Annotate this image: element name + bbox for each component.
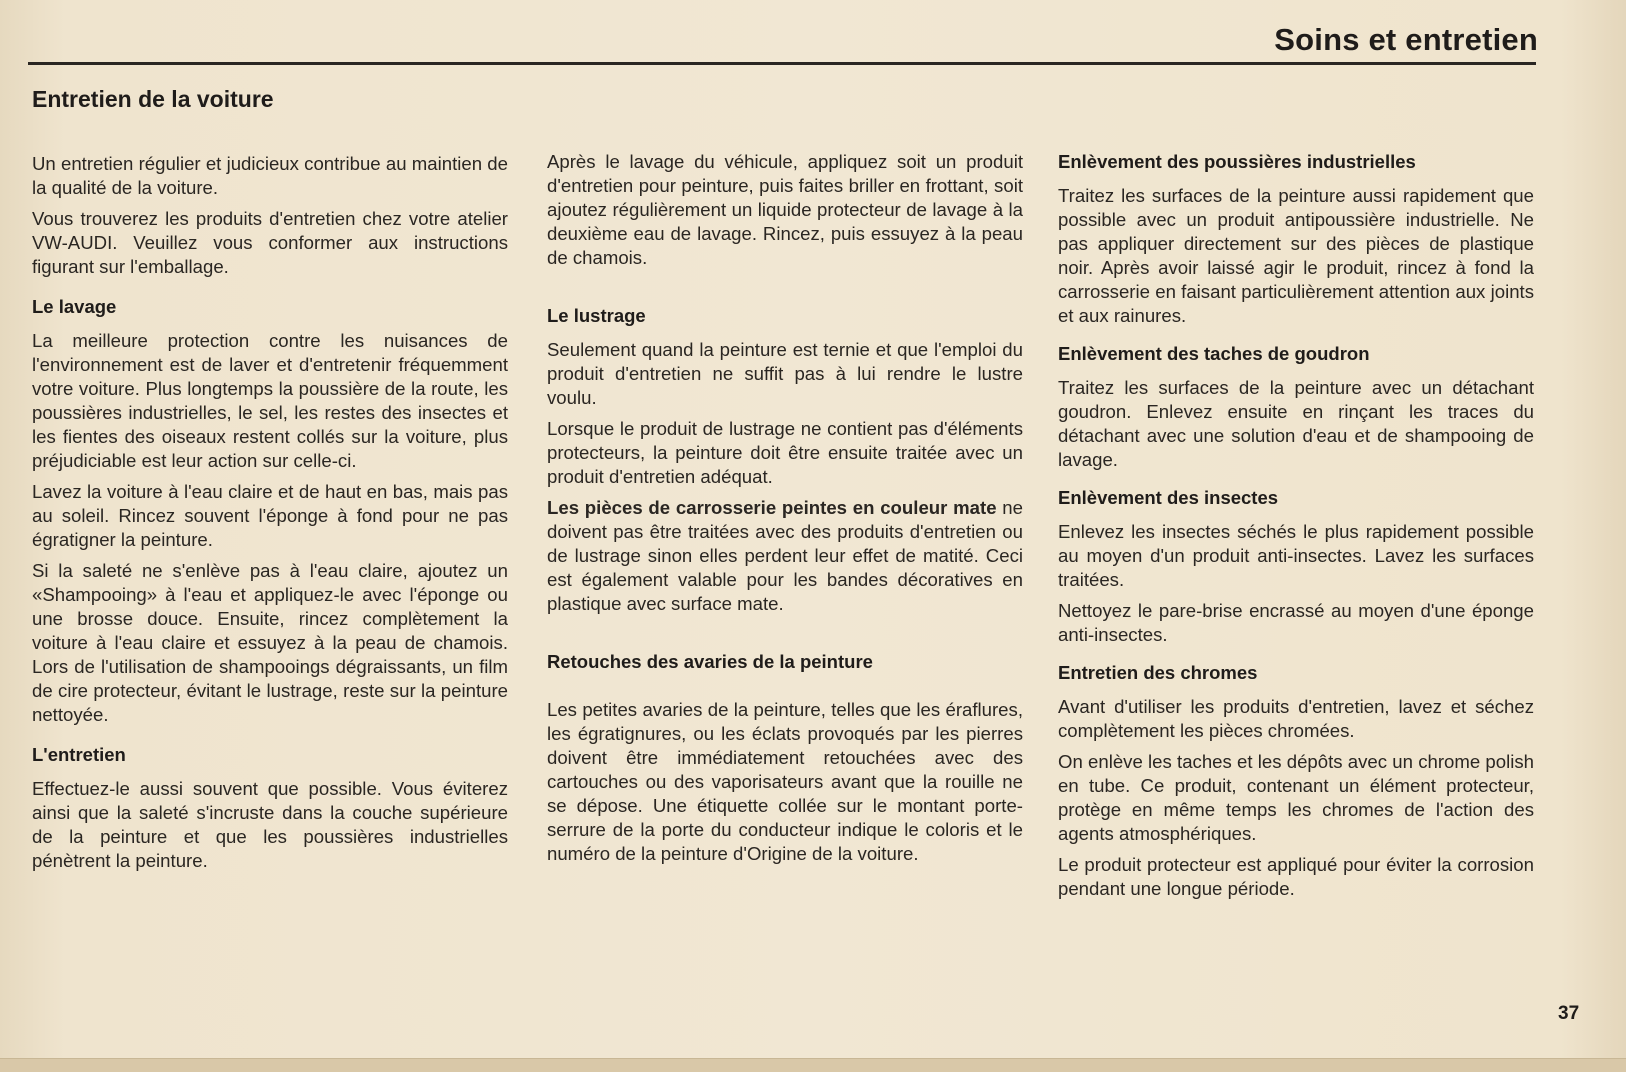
paragraph: Avant d'utiliser les produits d'entretien, lavez et séchez complètement les pièces chromées. (1058, 696, 1534, 741)
subheading-goudron: Enlèvement des taches de goudron (1058, 343, 1370, 364)
paragraph: Effectuez-le aussi souvent que possible. Vous éviterez ainsi que la saleté s'incruste dans la couche supérieure de la peinture et que les poussières industrielles pénètrent la peinture. (32, 778, 508, 871)
paragraph: Un entretien régulier et judicieux contribue au maintien de la qualité de la voiture. (32, 153, 508, 198)
page-number: 37 (1558, 1003, 1580, 1024)
paragraph: Lavez la voiture à l'eau claire et de haut en bas, mais pas au soleil. Rincez souvent l'éponge à fond pour ne pas égratigner la peinture. (32, 481, 508, 550)
paragraph-rest: ne doivent pas être traitées avec des produits d'entretien ou de lustrage sinon elles perdent leur effet de matité. Ceci est également valable pour les bandes décoratives en plastique avec surface mate. (547, 497, 1023, 614)
paragraph: Vous trouverez les produits d'entretien chez votre atelier VW-AUDI. Veuillez vous conformer aux instructions figurant sur l'emballage. (32, 208, 508, 277)
subheading-lavage: Le lavage (32, 296, 117, 317)
paragraph: Enlevez les insectes séchés le plus rapidement possible au moyen d'un produit anti-insectes. Lavez les surfaces traitées. (1058, 521, 1534, 590)
column-2 (547, 150, 1023, 873)
header-rule (28, 62, 1536, 65)
page-heading: Entretien de la voiture (32, 86, 274, 112)
paragraph: Lorsque le produit de lustrage ne contient pas d'éléments protecteurs, la peinture doit être ensuite traitée avec un produit d'entretien adéquat. (547, 418, 1023, 487)
paragraph: Traitez les surfaces de la peinture aussi rapidement que possible avec un produit antipoussière industrielle. Ne pas appliquer directement sur des pièces de plastique noir. Après avoir laissé agir le produit, rincez à fond la carrosserie en faisant particulièrement attention aux joints et aux rainures. (1058, 185, 1534, 326)
subheading-insectes: Enlèvement des insectes (1058, 487, 1279, 508)
paragraph: Seulement quand la peinture est ternie et que l'emploi du produit d'entretien ne suffit pas à lui rendre le lustre voulu. (547, 339, 1023, 408)
section-title: Soins et entretien (1274, 22, 1538, 57)
subheading-retouches: Retouches des avaries de la peinture (547, 651, 873, 672)
paragraph: Le produit protecteur est appliqué pour éviter la corrosion pendant une longue période. (1058, 854, 1534, 899)
column-3 (1058, 150, 1534, 908)
paragraph-mate (547, 496, 1023, 616)
paragraph: Après le lavage du véhicule, appliquez soit un produit d'entretien pour peinture, puis faites briller en frottant, soit ajoutez régulièrement un liquide protecteur de lavage à la deuxième eau de lavage. Rincez, puis essuyez à la peau de chamois. (547, 151, 1023, 268)
subheading-chromes: Entretien des chromes (1058, 662, 1258, 683)
subheading-entretien: L'entretien (32, 744, 126, 765)
bold-lead: Les pièces de carrosserie peintes en couleur mate (547, 497, 997, 518)
paragraph: On enlève les taches et les dépôts avec un chrome polish en tube. Ce produit, contenant un élément protecteur, protège en même temps les chromes de l'action des agents atmosphériques. (1058, 751, 1534, 844)
paragraph: Si la saleté ne s'enlève pas à l'eau claire, ajoutez un «Shampooing» à l'eau et appliquez-le avec l'éponge ou une brosse douce. Ensuite, rincez complètement la voiture à l'eau claire et essuyez à la peau de chamois. Lors de l'utilisation de shampooings dégraissants, un film de cire protecteur, évitant le lustrage, reste sur la peinture nettoyée. (32, 560, 508, 725)
paragraph: La meilleure protection contre les nuisances de l'environnement est de laver et d'entretenir fréquemment votre voiture. Plus longtemps la poussière de la route, les poussières industrielles, le sel, les restes des insectes et les fientes des oiseaux restent collés sur la voiture, plus préjudiciable est leur action sur celle-ci. (32, 330, 508, 471)
paragraph: Traitez les surfaces de la peinture avec un détachant goudron. Enlevez ensuite en rinçant les traces du détachant avec une solution d'eau et de shampooing de lavage. (1058, 377, 1534, 470)
subheading-poussieres: Enlèvement des poussières industrielles (1058, 151, 1416, 172)
page-bottom-edge (0, 1058, 1626, 1072)
column-1 (32, 152, 508, 880)
paragraph: Nettoyez le pare-brise encrassé au moyen d'une éponge anti-insectes. (1058, 600, 1534, 645)
subheading-lustrage: Le lustrage (547, 305, 646, 326)
paragraph: Les petites avaries de la peinture, telles que les éraflures, les égratignures, ou les éclats provoqués par les pierres doivent être immédiatement retouchées avec des cartouches ou des vaporisateurs avant que la rouille ne se dépose. Une étiquette collée sur le montant porte-serrure de la porte du conducteur indique le coloris et le numéro de la peinture d'Origine de la voiture. (547, 699, 1023, 864)
